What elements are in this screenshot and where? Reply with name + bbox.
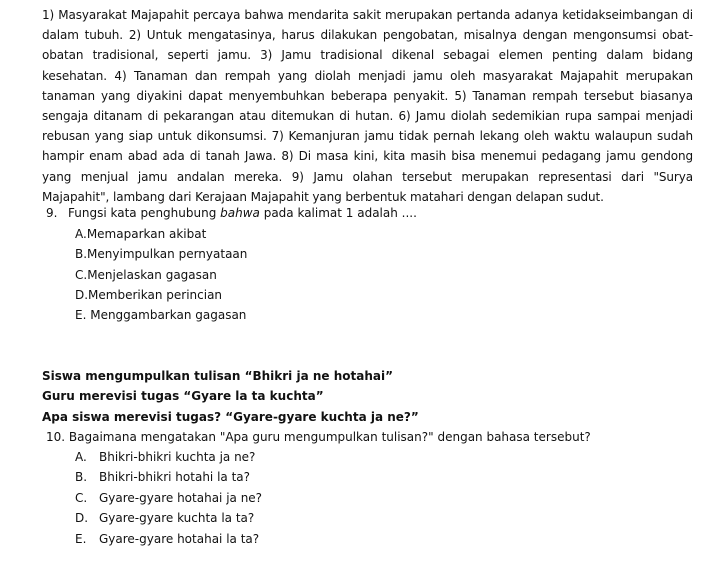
option-text: Gyare-gyare kuchta la ta? (99, 511, 255, 526)
option-letter: D. (75, 511, 89, 526)
question-9-option-a[interactable]: A.Memaparkan akibat (75, 227, 207, 241)
question-9-number: 9. (46, 206, 58, 220)
option-letter: A. (75, 450, 87, 464)
option-text: Bhikri-bhikri kuchta ja ne? (99, 450, 256, 464)
question-9-text-before: Fungsi kata penghubung (68, 206, 221, 220)
option-text: Gyare-gyare hotahai la ta? (99, 531, 260, 546)
example-sentence-3: Apa siswa merevisi tugas? “Gyare-gyare kuchta ja ne?” (42, 410, 419, 424)
question-9-options (75, 224, 247, 325)
example-sentence-1: Siswa mengumpulkan tulisan “Bhikri ja ne hotahai” (42, 369, 393, 383)
question-10: 10. Bagaimana mengatakan "Apa guru mengumpulkan tulisan?" dengan bahasa tersebut? (46, 430, 591, 444)
option-letter: B. (75, 470, 88, 485)
question-9-option-c[interactable]: C.Menjelaskan gagasan (75, 267, 217, 282)
question-9-option-e[interactable]: E. Menggambarkan gagasan (75, 308, 247, 323)
question-10-options (75, 447, 262, 549)
option-text: Gyare-gyare hotahai ja ne? (99, 490, 263, 505)
option-letter: C. (75, 490, 88, 505)
question-9-italic-word: bahwa (220, 206, 260, 220)
option-letter: E. (75, 531, 87, 546)
question-10-option-a[interactable] (75, 447, 262, 467)
question-9-option-d[interactable]: D.Memberikan perincian (75, 287, 223, 302)
example-sentence-2: Guru merevisi tugas “Gyare la ta kuchta” (42, 389, 324, 403)
reading-passage: 1) Masyarakat Majapahit percaya bahwa mendarita sakit merupakan pertanda adanya ketidakseimbangan di dalam tubuh. 2) Untuk mengatasinya, harus dilakukan pengobatan, misalnya dengan mengonsumsi obat-obatan tradisional, seperti jamu. 3) Jamu tradisional dikenal sebagai elemen penting dalam bidang kesehatan. 4) Tanaman dan rempah yang diolah menjadi jamu oleh masyarakat Majapahit merupakan tanaman yang diyakini dapat menyembuhkan beberapa penyakit. 5) Tanaman rempah tersebut biasanya sengaja ditanam di pekarangan atau ditemukan di hutan. 6) Jamu diolah sedemikian rupa sampai menjadi rebusan yang siap untuk dikonsumsi. 7) Kemanjuran jamu tidak pernah lekang oleh waktu walaupun sudah hampir enam abad ada di tanah Jawa. 8) Di masa kini, kita masih bisa menemui pedagang jamu gendong yang menjual jamu andalan mereka. 9) Jamu olahan tersebut merupakan representasi dari "Surya Majapahit", lambang dari Kerajaan Majapahit yang berbentuk matahari dengan delapan sudut. (42, 8, 693, 204)
option-text: Bhikri-bhikri hotahi la ta? (99, 470, 250, 485)
question-10-option-b[interactable] (75, 467, 262, 487)
question-9 (46, 203, 417, 223)
question-10-option-e[interactable] (75, 529, 262, 549)
question-10-option-c[interactable] (75, 488, 262, 508)
question-9-text-after: pada kalimat 1 adalah .... (259, 206, 417, 220)
question-9-option-b[interactable]: B.Menyimpulkan pernyataan (75, 247, 248, 262)
question-10-option-d[interactable] (75, 508, 262, 528)
